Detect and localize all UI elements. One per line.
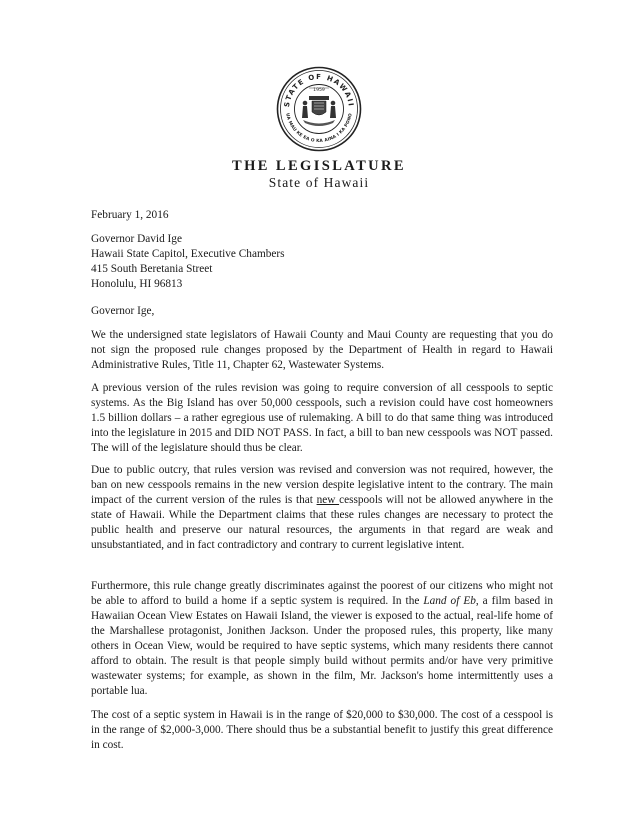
- letter-date: February 1, 2016: [91, 209, 169, 221]
- address-line-city: Honolulu, HI 96813: [91, 278, 183, 290]
- legislature-subtitle: State of Hawaii: [268, 175, 370, 190]
- legislature-title: THE LEGISLATURE: [232, 158, 406, 174]
- film-title: Land of Eb: [423, 595, 476, 607]
- paragraph-3: [91, 463, 553, 553]
- seal-ring-text: STATE OF HAWAII: [282, 72, 355, 108]
- recipient-address: [91, 232, 553, 292]
- paragraph-4: [91, 579, 553, 699]
- seal-year: 1959: [313, 88, 325, 93]
- paragraph-1: We the undersigned state legislators of Hawaii County and Maui County are requesting that you do not sign the proposed rule changes proposed by the Department of Health in regard to Hawaii Administrative Rules, Title 11, Chapter 62, Wastewater Systems.: [91, 329, 553, 371]
- salutation: Governor Ige,: [91, 305, 155, 317]
- address-line-name: Governor David Ige: [91, 233, 182, 245]
- paragraph-4-text-start: Furthermore, this rule change greatly discriminates against the poorest of our citizens who might not be able to afford to build a home if a septic system is required. In the: [91, 580, 553, 607]
- paragraph-2: A previous version of the rules revision was going to require conversion of all cesspools to septic systems. As the Big Island has over 50,000 cesspools, such a revision could have cost homeowners 1.5 billion dollars – a rather egregious use of rulemaking. A bill to do that same thing was introduced into the legislature in 2015 and DID NOT PASS. In fact, a bill to ban new cesspools was NOT passed. The will of the legislature should thus be clear.: [91, 382, 553, 454]
- emphasized-new: new: [316, 494, 340, 506]
- paragraph-3-text-start: Due to public outcry, that rules version was revised and conversion was not required, however, the ban on new cesspools remains in the new version despite legislative intent to the contrary. The main impact of the current version of the rules is that: [91, 464, 553, 506]
- seal-motto: UA MAU KE EA O KA AINA I KA PONO: [284, 112, 354, 145]
- address-line-street: 415 South Beretania Street: [91, 263, 213, 275]
- state-seal-icon: [276, 66, 362, 152]
- paragraph-5: The cost of a septic system in Hawaii is in the range of $20,000 to $30,000. The cost of a cesspool is in the range of $2,000-3,000. There should thus be a substantial benefit to justify this great difference in cost.: [91, 709, 553, 751]
- paragraph-4-text-end: , a film based in Hawaiian Ocean View Estates on Hawaii Island, the viewer is exposed to the actual, real-life home of the Marshallese protagonist, Jonithen Jackson. Under the proposed rules, this property, like many others in Ocean View, would be required to have septic systems, which many residents there cannot afford to obtain. The result is that people simply build without permits and/or have very primitive wastewater systems; for example, as shown in the film, Mr. Jackson's home intermittently uses a portable lua.: [91, 595, 553, 697]
- address-line-office: Hawaii State Capitol, Executive Chambers: [91, 248, 285, 260]
- paragraph-3-text-end: cesspools will not be allowed anywhere in the state of Hawaii. While the Department claims that these rules changes are necessary to protect the public health and preserve our natural resources, the arguments in that regard are weak and unsubstantiated, and in fact contradictory and contrary to current legislative intent.: [91, 494, 553, 551]
